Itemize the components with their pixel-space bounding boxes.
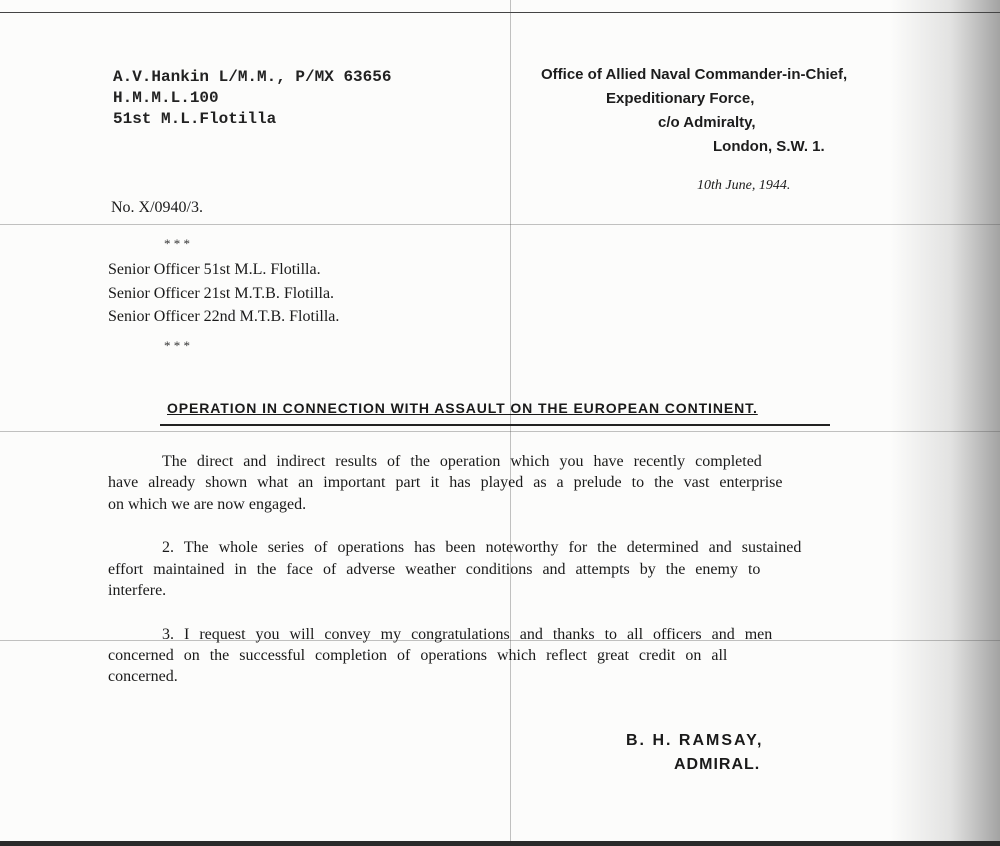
recipient-line-1: Senior Officer 51st M.L. Flotilla. — [108, 261, 321, 278]
office-line-2: Expeditionary Force, — [606, 90, 755, 107]
office-line-1: Office of Allied Naval Commander-in-Chief, — [541, 66, 848, 83]
para-2-line-2: effort maintained in the face of adverse weather conditions and attempts by the enemy to — [108, 561, 761, 578]
fold-line-upper — [0, 224, 1000, 225]
para-1-line-2: have already shown what an important part it has played as a prelude to the vast enterprise — [108, 474, 783, 491]
para-3-line-1: 3. I request you will convey my congratulations and thanks to all officers and men — [162, 626, 773, 643]
heading-rule — [160, 424, 830, 426]
para-1-line-3: on which we are now engaged. — [108, 496, 307, 513]
bottom-edge-line — [0, 841, 1000, 846]
office-line-4: London, S.W. 1. — [713, 138, 825, 155]
recipient-line-2: Senior Officer 21st M.T.B. Flotilla. — [108, 285, 335, 302]
reference-number: No. X/0940/3. — [111, 199, 203, 216]
para-2-line-3: interfere. — [108, 582, 167, 599]
separator-stars-top: * * * — [164, 236, 190, 251]
signature-rank: ADMIRAL. — [674, 756, 761, 773]
para-3-line-2: concerned on the successful completion of operations which reflect great credit on all — [108, 647, 728, 664]
separator-stars-bottom: * * * — [164, 338, 190, 353]
office-line-3: c/o Admiralty, — [658, 114, 756, 131]
typed-line-name: A.V.Hankin L/M.M., P/MX 63656 — [113, 68, 392, 86]
subject-heading: OPERATION IN CONNECTION WITH ASSAULT ON THE EUROPEAN CONTINENT. — [167, 400, 758, 416]
para-3-line-3: concerned. — [108, 668, 178, 685]
fold-line-vertical — [510, 0, 511, 846]
top-edge-line — [0, 12, 1000, 13]
typed-line-vessel: H.M.M.L.100 — [113, 89, 219, 107]
recipient-line-3: Senior Officer 22nd M.T.B. Flotilla. — [108, 308, 340, 325]
typed-line-flotilla: 51st M.L.Flotilla — [113, 110, 277, 128]
letter-date: 10th June, 1944. — [697, 178, 791, 193]
para-1-line-1: The direct and indirect results of the operation which you have recently completed — [162, 453, 762, 470]
para-2-line-1: 2. The whole series of operations has been noteworthy for the determined and sustained — [162, 539, 802, 556]
signature-name: B. H. RAMSAY, — [626, 732, 764, 749]
paper-edge-shadow — [890, 0, 1000, 846]
fold-line-middle — [0, 431, 1000, 432]
